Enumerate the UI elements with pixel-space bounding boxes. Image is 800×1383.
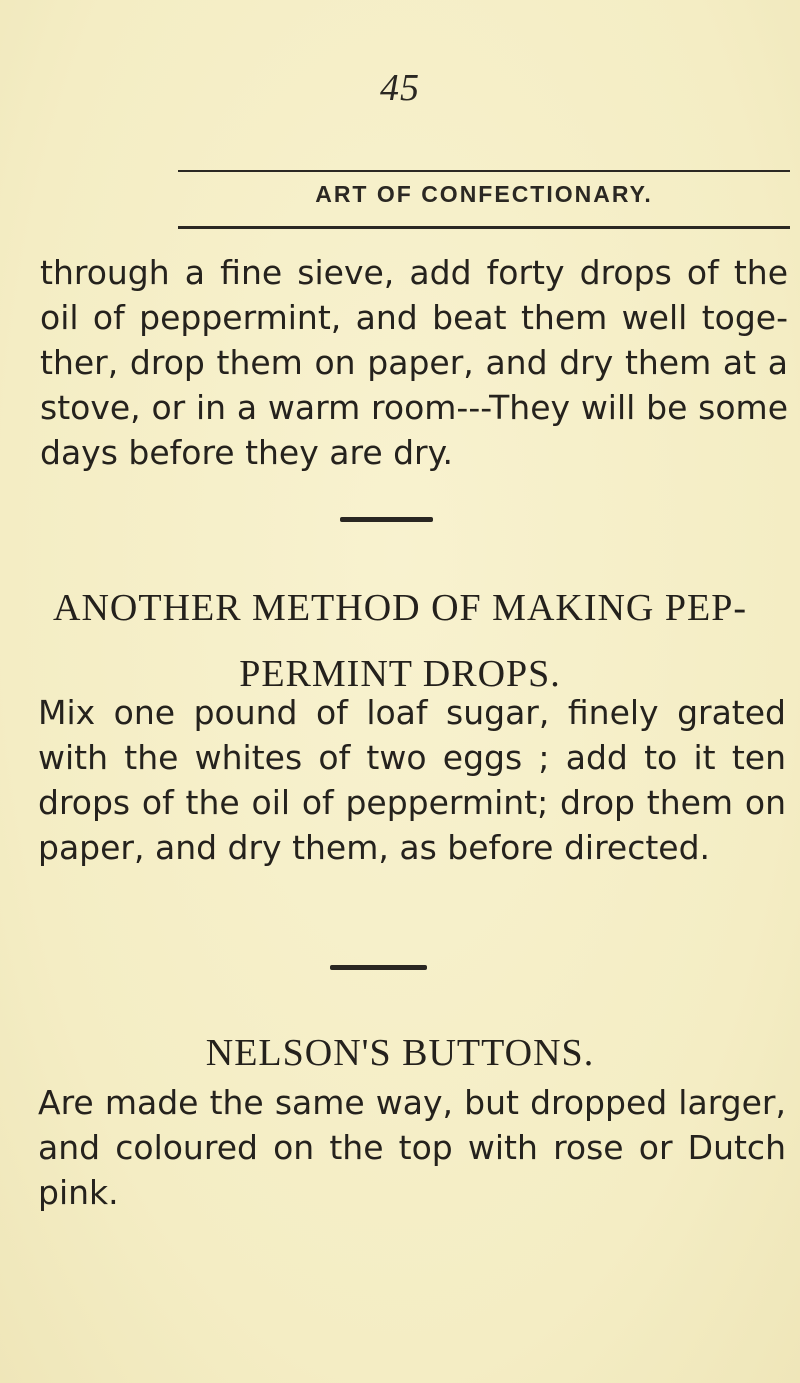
section-heading-peppermint-drops bbox=[0, 575, 800, 707]
heading-line-2: PERMINT DROPS. bbox=[239, 653, 561, 695]
section-divider bbox=[340, 517, 433, 522]
paragraph-peppermint-drops: Mix one pound of loaf sugar, finely grated with the whites of two eggs ; add to it ten drops of the oil of peppermint; drop them on paper, and dry them, as before directed. bbox=[38, 693, 786, 867]
paragraph-continued: through a fine sieve, add forty drops of the oil of peppermint, and beat them well toge-ther, drop them on paper, and dry them at a stove, or in a warm room---They will be some days before they are dry. bbox=[40, 253, 788, 472]
section-heading-nelsons-buttons: NELSON'S BUTTONS. bbox=[205, 1032, 595, 1074]
section-divider bbox=[330, 965, 427, 970]
running-head: ART OF CONFECTIONARY. bbox=[315, 181, 653, 207]
header-rule-top bbox=[178, 170, 790, 172]
page-number: 45 bbox=[380, 67, 420, 109]
heading-line-1: ANOTHER METHOD OF MAKING PEP- bbox=[53, 587, 747, 629]
paragraph-nelsons-buttons: Are made the same way, but dropped larger, and coloured on the top with rose or Dutch pink. bbox=[38, 1083, 786, 1212]
header-rule-bottom bbox=[178, 226, 790, 229]
